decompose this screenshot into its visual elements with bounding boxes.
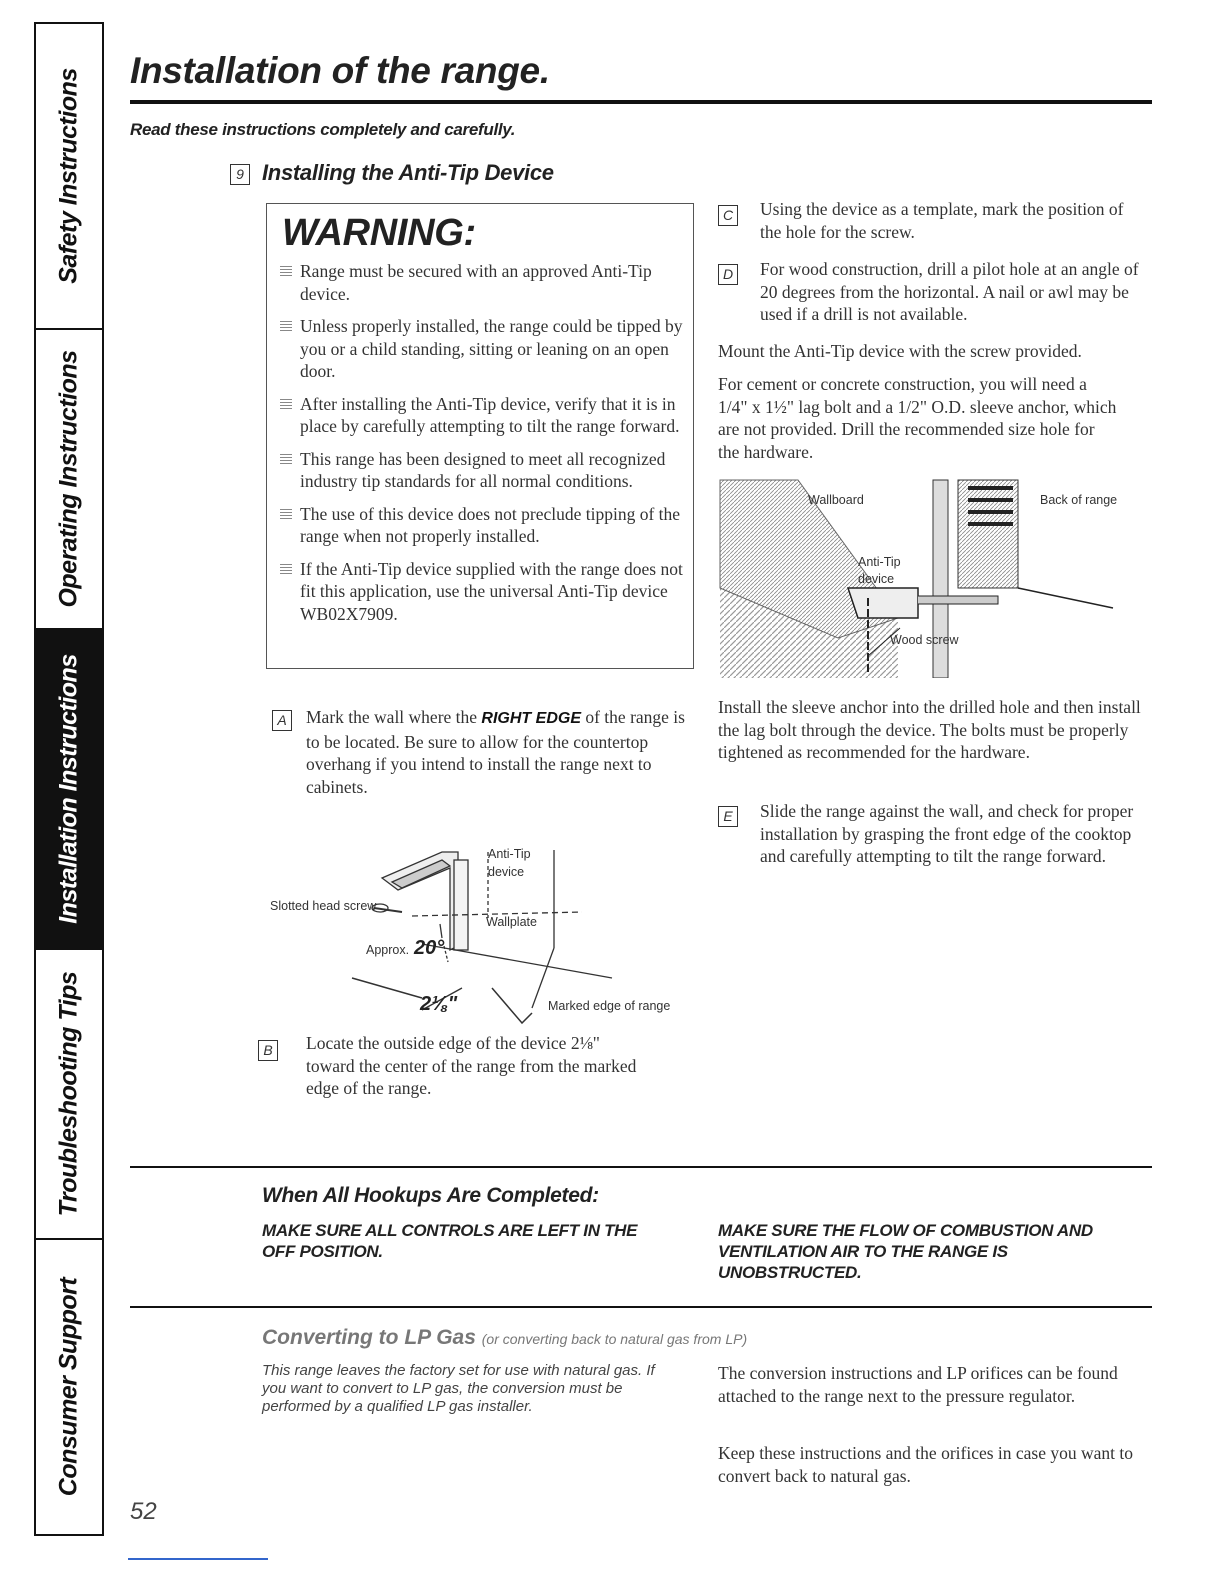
fig1-marked-edge-label: Marked edge of range — [548, 999, 671, 1013]
step-marker-b: B — [258, 1040, 278, 1061]
bullet-icon — [280, 398, 292, 409]
warning-title: WARNING: — [282, 212, 476, 254]
tab-operating-instructions[interactable] — [36, 330, 102, 630]
sidebar — [34, 22, 104, 1536]
page-title: Installation of the range. — [130, 50, 550, 91]
tab-troubleshooting-tips[interactable] — [36, 950, 102, 1240]
tab-safety-instructions[interactable] — [36, 24, 102, 330]
fig1-slotted-label: Slotted head screw — [270, 899, 377, 913]
step-e-text: Slide the range against the wall, and check for proper installation by grasping the front edge of the cooktop and carefully attempting to tilt the range forward. — [760, 801, 1134, 866]
lp-title — [262, 1326, 747, 1350]
bullet-icon — [280, 265, 292, 276]
step-a-post: of the range is to be located. Be sure to allow for the countertop overhang if you intend to install the range next to cabinets. — [306, 707, 685, 797]
warning-item — [278, 558, 688, 626]
section-title: Installing the Anti-Tip Device — [262, 160, 554, 185]
wood-screw-diagram — [718, 478, 1128, 678]
warning-text: This range has been designed to meet all recognized industry tip standards for all normal conditions. — [300, 448, 666, 491]
warning-text: Unless properly installed, the range could be tipped by you or a child standing, sitting or leaning on an open door. — [300, 316, 683, 381]
step-d-text: For wood construction, drill a pilot hole at an angle of 20 degrees from the horizontal. A nail or awl may be used if a drill is not available. — [760, 259, 1139, 324]
fig2-device-label: device — [858, 572, 895, 586]
warning-list — [278, 260, 688, 635]
lp-left-text: This range leaves the factory set for use with natural gas. If you want to convert to LP gas, the conversion must be performed by a qualified LP gas installer. — [262, 1362, 655, 1415]
bullet-icon — [280, 508, 292, 519]
warning-text: If the Anti-Tip device supplied with the range does not fit this application, use the universal Anti-Tip device WB02X7909. — [300, 558, 683, 624]
footer-line — [128, 1558, 268, 1560]
fig1-dimension-label: 2⅛" — [420, 993, 458, 1015]
warning-item — [278, 503, 688, 548]
install-text: Install the sleeve anchor into the drilled hole and then install the lag bolt through the device. The bolts must be properly tightened as recommended for the hardware. — [718, 697, 1141, 762]
step-c-text: Using the device as a template, mark the position of the hole for the screw. — [760, 199, 1124, 242]
step-a-pre: Mark the wall where the — [306, 707, 482, 727]
fig1-angle-label: 20° — [414, 937, 445, 959]
warning-item — [278, 315, 688, 383]
tab-label: Troubleshooting Tips — [54, 971, 83, 1217]
tab-consumer-support[interactable] — [36, 1240, 102, 1534]
fig1-wallplate-label: Wallplate — [486, 915, 537, 929]
warning-item — [278, 393, 688, 438]
step-marker-e: E — [718, 806, 738, 827]
step-marker-d: D — [718, 264, 738, 285]
bullet-icon — [280, 453, 292, 464]
lp-right-text-1: The conversion instructions and LP orifices can be found attached to the range next to the pressure regulator. — [718, 1363, 1118, 1406]
warning-text: The use of this device does not preclude tipping of the range when not properly installed. — [300, 503, 681, 546]
fig1-approx-label: Approx. — [366, 943, 410, 957]
section-divider — [130, 1306, 1152, 1308]
step-marker-c: C — [718, 205, 738, 226]
step-a-emphasis: RIGHT EDGE — [481, 710, 581, 727]
concrete-text: For cement or concrete construction, you will need a 1/4" x 1½" lag bolt and a 1/2" O.D. sleeve anchor, which are not provided. Drill the recommended size hole for the hardware. — [718, 374, 1117, 462]
warning-item — [278, 260, 688, 305]
section-divider — [130, 1166, 1152, 1168]
warning-item — [278, 448, 688, 493]
page-number: 52 — [130, 1498, 157, 1525]
tab-label: Operating Instructions — [54, 350, 83, 608]
lp-subtitle: (or converting back to natural gas from LP) — [481, 1331, 748, 1347]
tab-label: Installation Instructions — [54, 654, 83, 924]
lp-right-text-2: Keep these instructions and the orifices in case you want to convert back to natural gas. — [718, 1443, 1134, 1486]
fig2-wood-screw-label: Wood screw — [890, 633, 959, 647]
bullet-icon — [280, 563, 292, 574]
fig2-anti-tip-label: Anti-Tip — [858, 555, 901, 569]
fig2-wallboard-label: Wallboard — [808, 493, 864, 507]
warning-text: Range must be secured with an approved Anti-Tip device. — [300, 261, 652, 304]
title-rule — [130, 100, 1152, 104]
bullet-icon — [280, 320, 292, 331]
tab-label: Safety Instructions — [54, 68, 83, 284]
tab-label: Consumer Support — [54, 1277, 83, 1497]
fig1-anti-tip-label: Anti-Tip — [488, 847, 531, 861]
step-marker-9: 9 — [230, 164, 250, 185]
mount-text: Mount the Anti-Tip device with the screw provided. — [718, 341, 1082, 361]
hookups-title: When All Hookups Are Completed: — [262, 1184, 599, 1207]
step-a-text — [306, 706, 692, 798]
warning-text: After installing the Anti-Tip device, verify that it is in place by carefully attempting to tilt the range forward. — [300, 393, 680, 436]
fig1-device-label: device — [488, 865, 525, 879]
anti-tip-install-diagram — [262, 838, 692, 1038]
page-subtitle: Read these instructions completely and carefully. — [130, 120, 516, 139]
fig2-back-label: Back of range — [1040, 493, 1118, 507]
tab-installation-instructions[interactable] — [36, 630, 102, 950]
hookups-left-note: MAKE SURE ALL CONTROLS ARE LEFT IN THE OFF POSITION. — [262, 1221, 638, 1261]
step-b-text: Locate the outside edge of the device 2⅛" toward the center of the range from the marked edge of the range. — [306, 1033, 637, 1098]
step-marker-a: A — [272, 710, 292, 731]
lp-title-text: Converting to LP Gas — [262, 1326, 476, 1349]
hookups-right-note: MAKE SURE THE FLOW OF COMBUSTION AND VENTILATION AIR TO THE RANGE IS UNOBSTRUCTED. — [718, 1221, 1093, 1282]
